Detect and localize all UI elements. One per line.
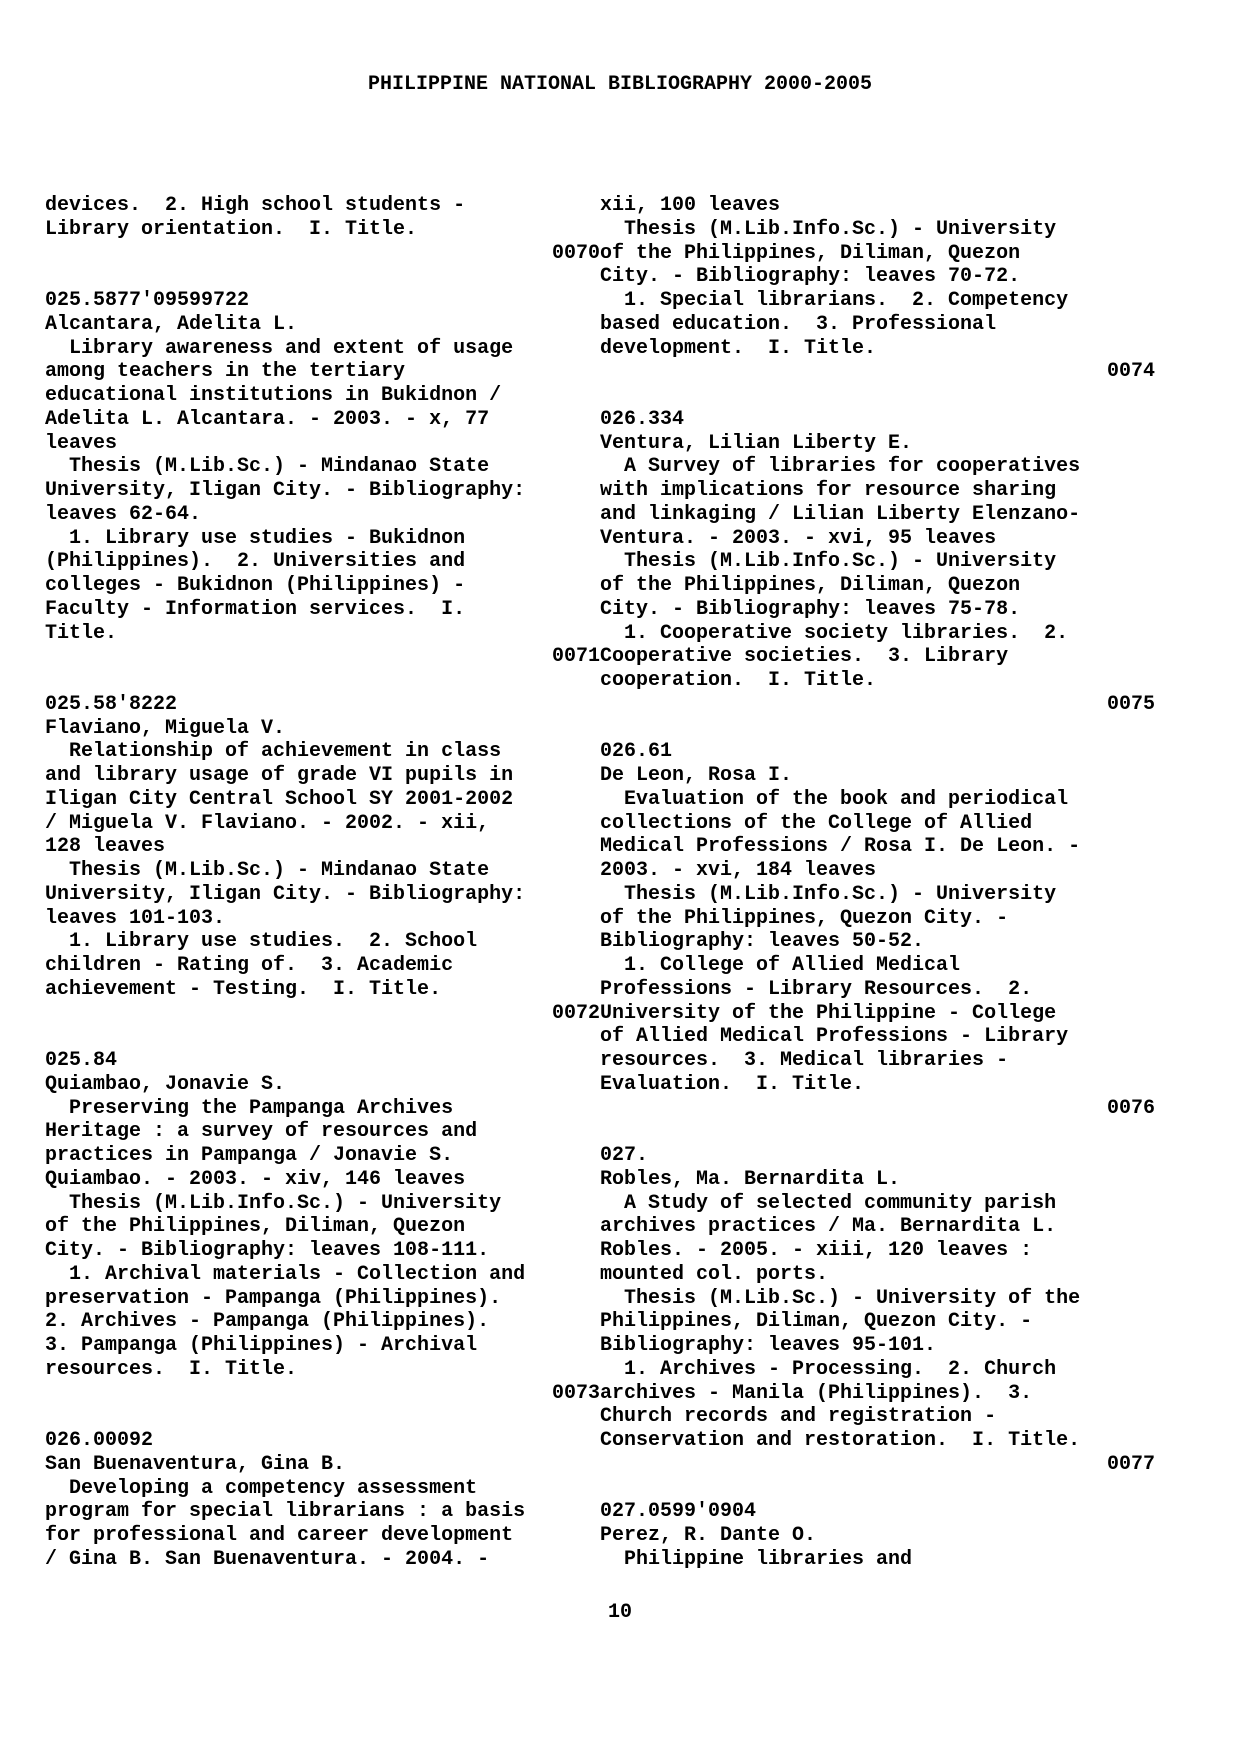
entry-text-line: colleges - Bukidnon (Philippines) - xyxy=(45,574,466,597)
entry-text-line: University, Iligan City. - Bibliography: xyxy=(45,882,526,906)
entry-text-line: Library orientation. I. Title. xyxy=(45,217,418,241)
continuation-entry xyxy=(45,194,605,265)
entry-text-line: with implications for resource sharing xyxy=(600,479,1057,502)
entry-text-line: Heritage : a survey of resources and xyxy=(45,1120,478,1144)
entry-text-line: collections of the College of Allied xyxy=(600,811,1033,835)
entry-text-line: Preserving the Pampanga Archives xyxy=(45,1096,454,1120)
entry-text-line: 1. Library use studies. 2. School xyxy=(45,930,478,954)
entry-text-line: 3. Pampanga (Philippines) - Archival xyxy=(45,1334,478,1357)
entry-text-line: 1. Library use studies - Bukidnon xyxy=(45,526,466,550)
entry-text-line: 1. College of Allied Medical xyxy=(600,954,961,977)
entry-text-line: of the Philippines, Diliman, Quezon xyxy=(45,1215,466,1239)
entry-text-line: Library awareness and extent of usage xyxy=(45,336,514,360)
call-number: 026.61 xyxy=(600,740,673,764)
entry-text-line: Thesis (M.Lib.Sc.) - Mindanao State xyxy=(45,859,490,882)
entry-text-line: archives - Manila (Philippines). 3. xyxy=(600,1381,1033,1405)
entry-text-line: of the Philippines, Quezon City. - xyxy=(600,906,1009,930)
entry-text-line: (Philippines). 2. Universities and xyxy=(45,550,466,574)
call-number: 025.5877'09599722 xyxy=(45,289,250,312)
entry-text-line: leaves 101-103. xyxy=(45,906,226,930)
entry-text-line: Thesis (M.Lib.Sc.) - Mindanao State xyxy=(45,455,490,479)
entry-number: 0072 xyxy=(551,1001,600,1025)
call-number: 026.00092 xyxy=(45,1429,154,1452)
entry-text-line: of Allied Medical Professions - Library xyxy=(600,1025,1069,1049)
entry-text-line: leaves 62-64. xyxy=(45,502,202,526)
entry-text-line: Thesis (M.Lib.Info.Sc.) - University xyxy=(45,1191,502,1215)
bibliography-entry xyxy=(600,1144,1160,1477)
entry-text-line: and linkaging / Lilian Liberty Elenzano- xyxy=(600,502,1081,526)
entry-text-line: among teachers in the tertiary xyxy=(45,360,406,384)
entry-text-line: of the Philippines, Diliman, Quezon xyxy=(600,241,1021,265)
entry-text-line: resources. 3. Medical libraries - xyxy=(600,1049,1009,1072)
entry-author: San Buenaventura, Gina B. xyxy=(45,1452,346,1476)
entry-text-line: University of the Philippine - College xyxy=(600,1001,1057,1025)
entry-text-line: 1. Archival materials - Collection and xyxy=(45,1262,526,1286)
entry-text-line: Professions - Library Resources. 2. xyxy=(600,977,1033,1001)
entry-text-line: City. - Bibliography: leaves 75-78. xyxy=(600,597,1021,621)
entry-text-line: / Gina B. San Buenaventura. - 2004. - xyxy=(45,1547,490,1571)
entry-text-line: of the Philippines, Diliman, Quezon xyxy=(600,574,1021,597)
entry-text-line: Philippine libraries and xyxy=(600,1547,913,1571)
entry-text-line: 2003. - xvi, 184 leaves xyxy=(600,859,877,882)
bibliography-entry xyxy=(600,1500,1160,1571)
call-number: 027.0599'0904 xyxy=(600,1500,757,1524)
entry-text-line: University, Iligan City. - Bibliography: xyxy=(45,479,526,502)
entry-text-line: Developing a competency assessment xyxy=(45,1476,478,1500)
entry-text-line: 1. Archives - Processing. 2. Church xyxy=(600,1357,1057,1381)
entry-author: Quiambao, Jonavie S. xyxy=(45,1072,286,1096)
bibliography-entry xyxy=(600,740,1160,1120)
bibliography-entry xyxy=(45,693,605,1026)
entry-text-line: Evaluation. I. Title. xyxy=(600,1072,865,1096)
entry-author: Flaviano, Miguela V. xyxy=(45,716,286,740)
entry-text-line: Robles. - 2005. - xiii, 120 leaves : xyxy=(600,1239,1033,1262)
entry-author: Ventura, Lilian Liberty E. xyxy=(600,431,913,455)
entry-text-line: and library usage of grade VI pupils in xyxy=(45,764,514,787)
entry-text-line: Church records and registration - xyxy=(600,1405,997,1429)
entry-text-line: A Study of selected community parish xyxy=(600,1191,1057,1215)
call-number: 025.84 xyxy=(45,1049,118,1072)
entry-text-line: Medical Professions / Rosa I. De Leon. - xyxy=(600,835,1081,859)
call-number: 027. xyxy=(600,1144,649,1167)
entry-number: 0074 xyxy=(1106,360,1155,384)
entry-text-line: cooperation. I. Title. xyxy=(600,669,877,692)
page-number: 10 xyxy=(607,1601,632,1624)
entry-text-line: educational institutions in Bukidnon / xyxy=(45,384,502,407)
entry-text-line: Relationship of achievement in class xyxy=(45,740,502,764)
entry-text-line: development. I. Title. xyxy=(600,336,877,360)
entry-number: 0070 xyxy=(551,241,600,265)
entry-text-line: Iligan City Central School SY 2001-2002 xyxy=(45,787,514,811)
entry-text-line: 1. Special librarians. 2. Competency xyxy=(600,289,1069,312)
entry-author: Alcantara, Adelita L. xyxy=(45,312,298,336)
entry-text-line: devices. 2. High school students - xyxy=(45,194,466,217)
entry-text-line: archives practices / Ma. Bernardita L. xyxy=(600,1215,1057,1239)
entry-text-line: children - Rating of. 3. Academic xyxy=(45,954,454,977)
entry-number: 0077 xyxy=(1106,1452,1155,1476)
entry-text-line: leaves xyxy=(45,431,118,455)
bibliography-entry xyxy=(600,408,1160,717)
entry-text-line: preservation - Pampanga (Philippines). xyxy=(45,1286,502,1310)
entry-author: Perez, R. Dante O. xyxy=(600,1524,817,1547)
entry-text-line: xii, 100 leaves xyxy=(600,194,781,217)
entry-author: De Leon, Rosa I. xyxy=(600,764,793,787)
entry-text-line: Adelita L. Alcantara. - 2003. - x, 77 xyxy=(45,407,490,431)
entry-text-line: Faculty - Information services. I. xyxy=(45,597,466,621)
entry-text-line: A Survey of libraries for cooperatives xyxy=(600,455,1081,479)
entry-text-line: 128 leaves xyxy=(45,835,166,859)
entry-text-line: Bibliography: leaves 50-52. xyxy=(600,930,925,954)
continuation-entry xyxy=(600,194,1160,384)
entry-text-line: Philippines, Diliman, Quezon City. - xyxy=(600,1310,1033,1334)
entry-text-line: Evaluation of the book and periodical xyxy=(600,787,1069,811)
bibliography-entry xyxy=(45,289,605,669)
entry-text-line: Cooperative societies. 3. Library xyxy=(600,645,1009,669)
entry-text-line: 2. Archives - Pampanga (Philippines). xyxy=(45,1310,490,1334)
bibliography-entry xyxy=(45,1049,605,1405)
left-column xyxy=(45,194,605,1572)
page-header: PHILIPPINE NATIONAL BIBLIOGRAPHY 2000-2005 xyxy=(367,73,873,96)
entry-text-line: 1. Cooperative society libraries. 2. xyxy=(600,621,1069,645)
entry-text-line: Ventura. - 2003. - xvi, 95 leaves xyxy=(600,526,997,550)
entry-text-line: mounted col. ports. xyxy=(600,1262,829,1286)
entry-text-line: based education. 3. Professional xyxy=(600,312,997,336)
entry-number: 0075 xyxy=(1106,692,1155,716)
entry-text-line: practices in Pampanga / Jonavie S. xyxy=(45,1144,454,1167)
entry-number: 0071 xyxy=(551,645,600,669)
right-column xyxy=(600,194,1160,1572)
entry-text-line: Thesis (M.Lib.Info.Sc.) - University xyxy=(600,550,1057,574)
call-number: 026.334 xyxy=(600,407,685,431)
entry-text-line: Thesis (M.Lib.Sc.) - University of the xyxy=(600,1286,1081,1310)
entry-number: 0073 xyxy=(551,1381,600,1405)
entry-text-line: Title. xyxy=(45,621,118,645)
call-number: 025.58'8222 xyxy=(45,692,178,716)
entry-text-line: for professional and career development xyxy=(45,1524,514,1547)
entry-text-line: Thesis (M.Lib.Info.Sc.) - University xyxy=(600,882,1057,906)
bibliography-entry xyxy=(45,1429,605,1572)
entry-text-line: program for special librarians : a basis xyxy=(45,1500,526,1524)
entry-text-line: Conservation and restoration. I. Title. xyxy=(600,1429,1081,1452)
entry-text-line: achievement - Testing. I. Title. xyxy=(45,977,442,1001)
entry-text-line: / Miguela V. Flaviano. - 2002. - xii, xyxy=(45,811,490,835)
entry-text-line: City. - Bibliography: leaves 108-111. xyxy=(45,1239,490,1262)
entry-number: 0076 xyxy=(1106,1096,1155,1120)
entry-text-line: Quiambao. - 2003. - xiv, 146 leaves xyxy=(45,1167,466,1191)
entry-text-line: City. - Bibliography: leaves 70-72. xyxy=(600,265,1021,289)
entry-author: Robles, Ma. Bernardita L. xyxy=(600,1167,901,1191)
entry-text-line: Thesis (M.Lib.Info.Sc.) - University xyxy=(600,217,1057,241)
entry-text-line: resources. I. Title. xyxy=(45,1357,298,1381)
entry-text-line: Bibliography: leaves 95-101. xyxy=(600,1334,937,1357)
